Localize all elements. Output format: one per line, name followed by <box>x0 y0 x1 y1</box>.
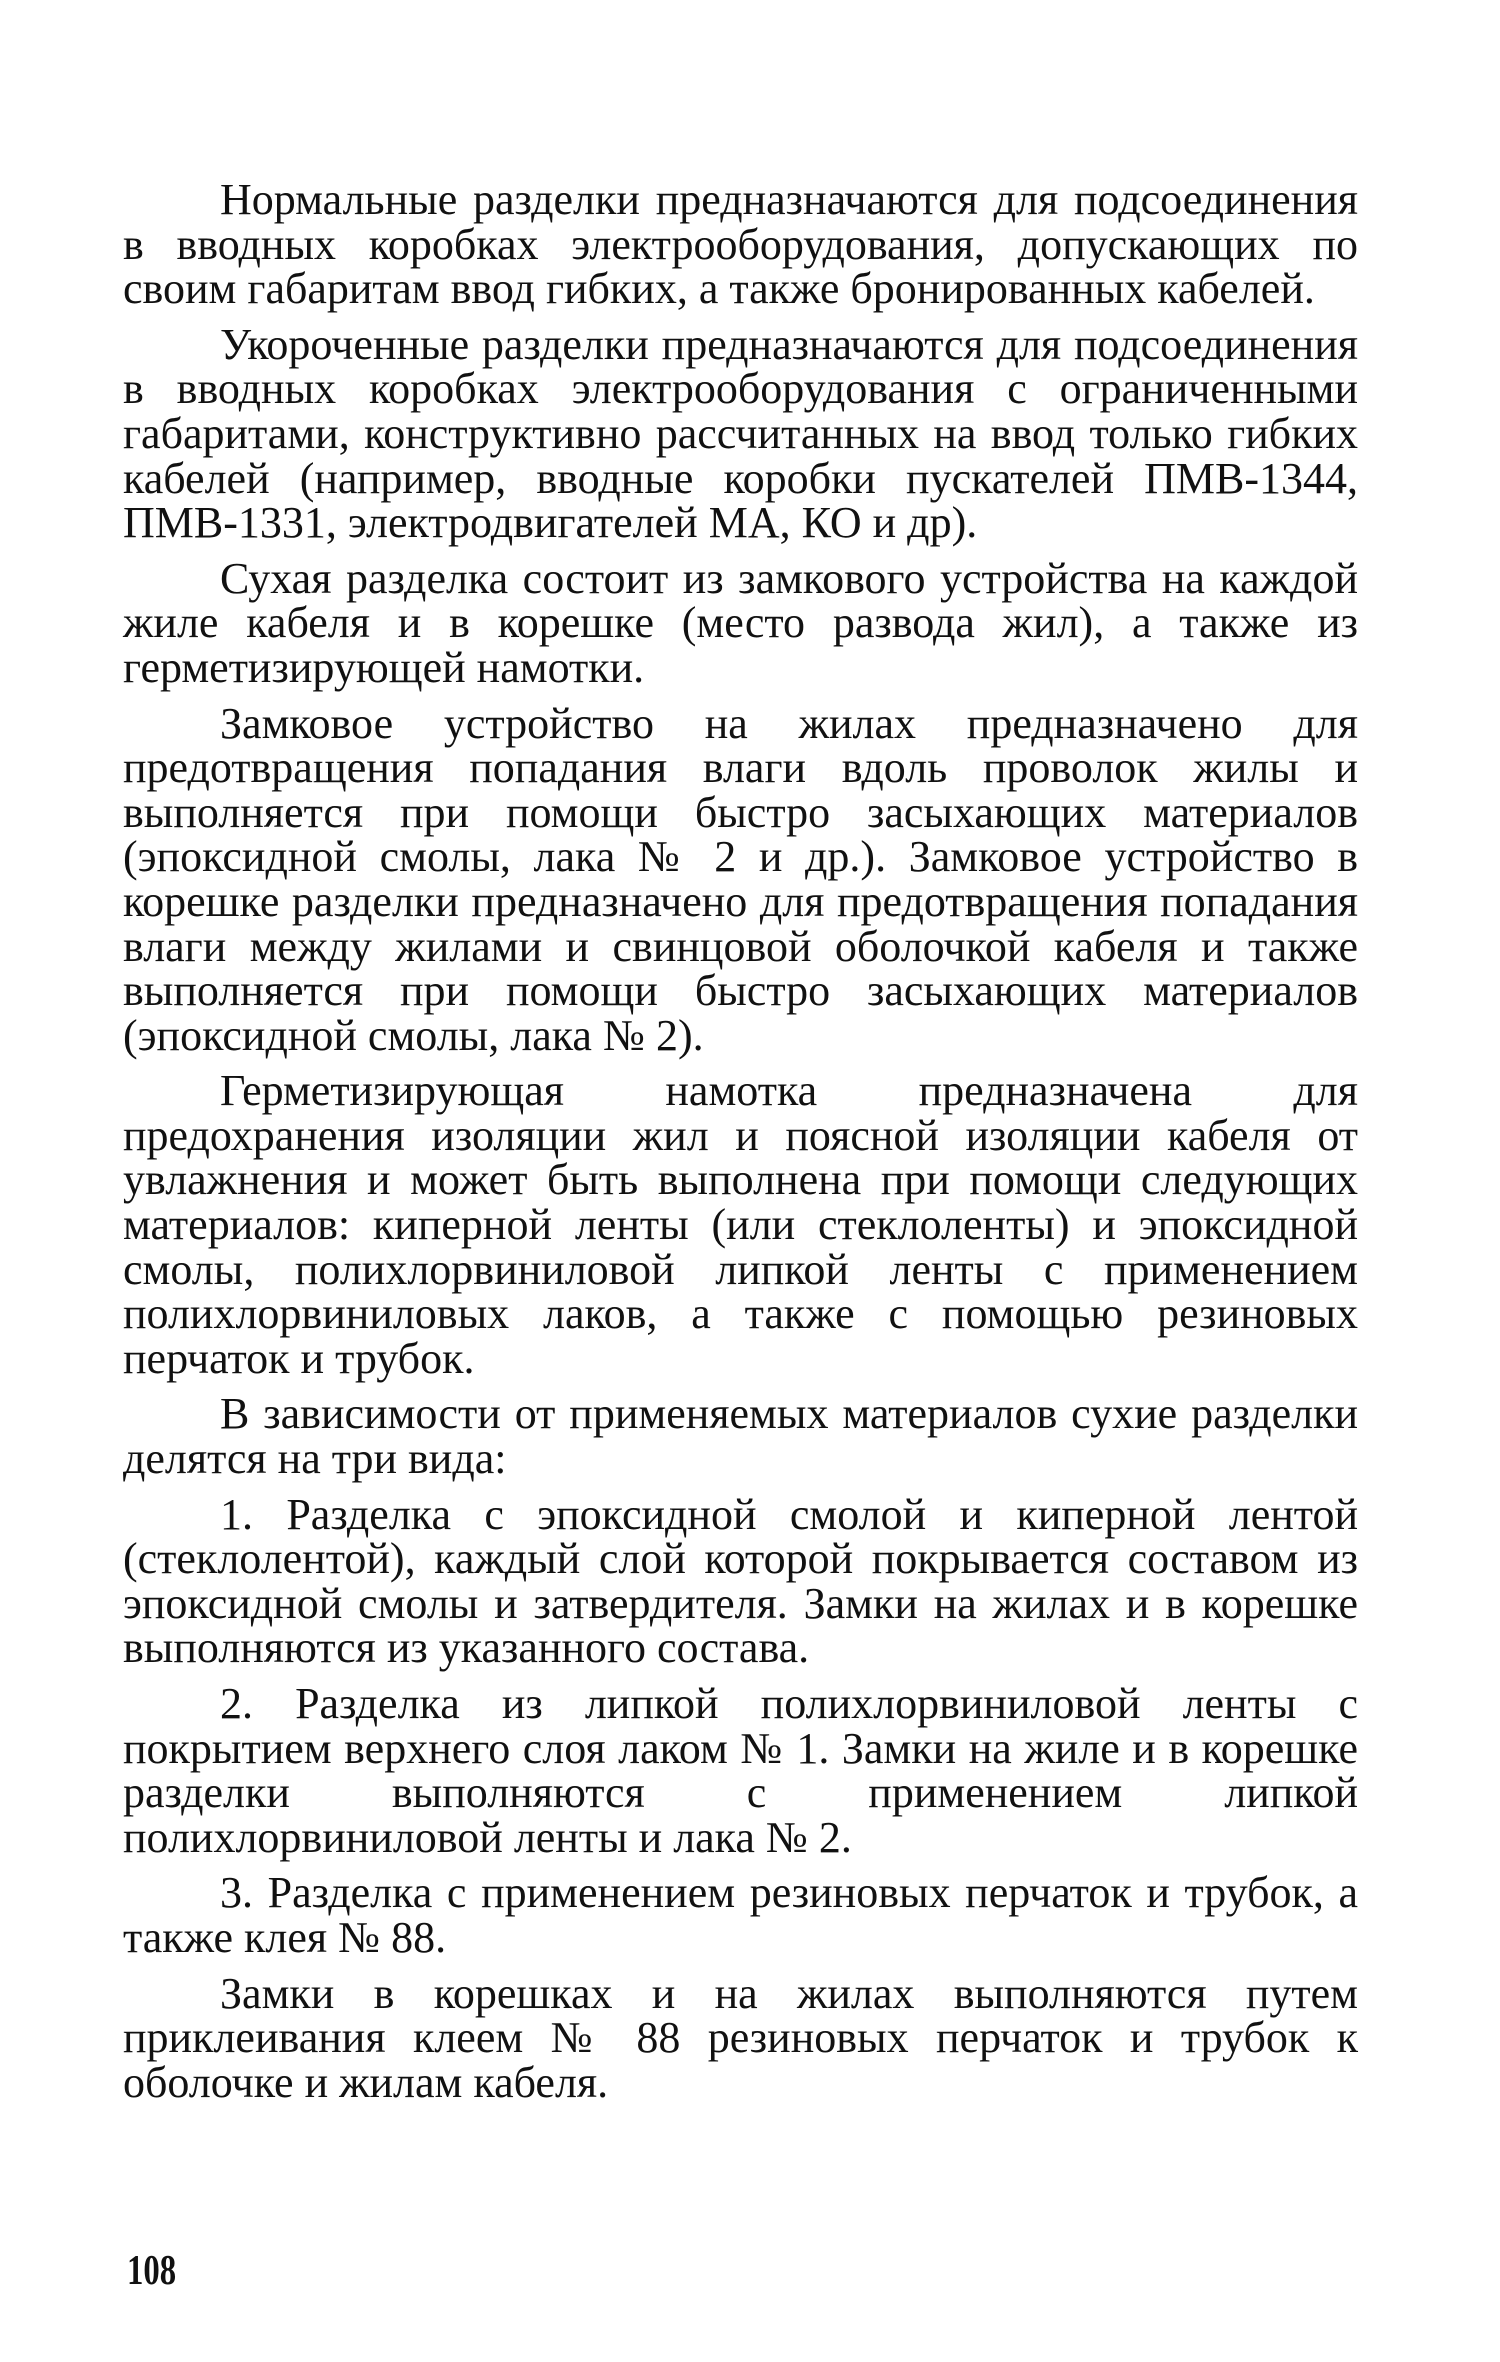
paragraph-locks-gluing: Замки в корешках и на жилах выполняются путем приклеивания клеем № 88 резиновых перчаток и трубок к оболочке и жилам кабеля. <box>123 1968 1358 2107</box>
paragraph-dry-cut: Сухая разделка состоит из замкового устройства на каждой жиле кабеля и в корешке (место развода жил), а также из герметизирующей намотки. <box>123 553 1358 692</box>
text-body <box>123 175 1358 2116</box>
page-number: 108 <box>127 2248 177 2294</box>
list-item-type-2: 2. Разделка из липкой полихлорвиниловой ленты с покрытием верхнего слоя лаком № 1. Замки на жиле и в корешке разделки выполняются с применением липкой полихлорвиниловой ленты и лака № 2. <box>123 1679 1358 1862</box>
paragraph-normal-cuts: Нормальные разделки предназначаются для подсоединения в вводных коробках электрооборудования, допускающих по своим габаритам ввод гибких, а также бронированных кабелей. <box>123 175 1358 314</box>
list-item-type-3: 3. Разделка с применением резиновых перчаток и трубок, а также клея № 88. <box>123 1868 1358 1962</box>
paragraph-shortened-cuts: Укороченные разделки предназначаются для подсоединения в вводных коробках электрооборудования с ограниченными габаритами, конструктивно рассчитанных на ввод только гибких кабелей (например, вводные коробки пускателей ПМВ-1344, ПМВ-1331, электродвигателей МА, КО и др). <box>123 319 1358 548</box>
paragraph-lock-device: Замковое устройство на жилах предназначено для предотвращения попадания влаги вдоль проволок жилы и выполняется при помощи быстро засыхающих материалов (эпоксидной смолы, лака № 2 и др.). Замковое устройство в корешке разделки предназначено для предотвращения попадания влаги между жилами и свинцовой оболочкой кабеля и также выполняется при помощи быстро засыхающих материалов (эпоксидной смолы, лака № 2). <box>123 698 1358 1060</box>
paragraph-sealing-winding: Герметизирующая намотка предназначена для предохранения изоляции жил и поясной изоляции кабеля от увлажнения и может быть выполнена при помощи следующих материалов: киперной ленты (или стеклоленты) и эпоксидной смолы, полихлорвиниловой липкой ленты с применением полихлорвиниловых лаков, а также с помощью резиновых перчаток и трубок. <box>123 1066 1358 1383</box>
paragraph-types-intro: В зависимости от применяемых материалов сухие разделки делятся на три вида: <box>123 1389 1358 1484</box>
list-item-type-1: 1. Разделка с эпоксидной смолой и киперной лентой (стеклолентой), каждый слой которой покрывается составом из эпоксидной смолы и затвердителя. Замки на жилах и в корешке выполняются из указанного состава. <box>123 1489 1358 1673</box>
